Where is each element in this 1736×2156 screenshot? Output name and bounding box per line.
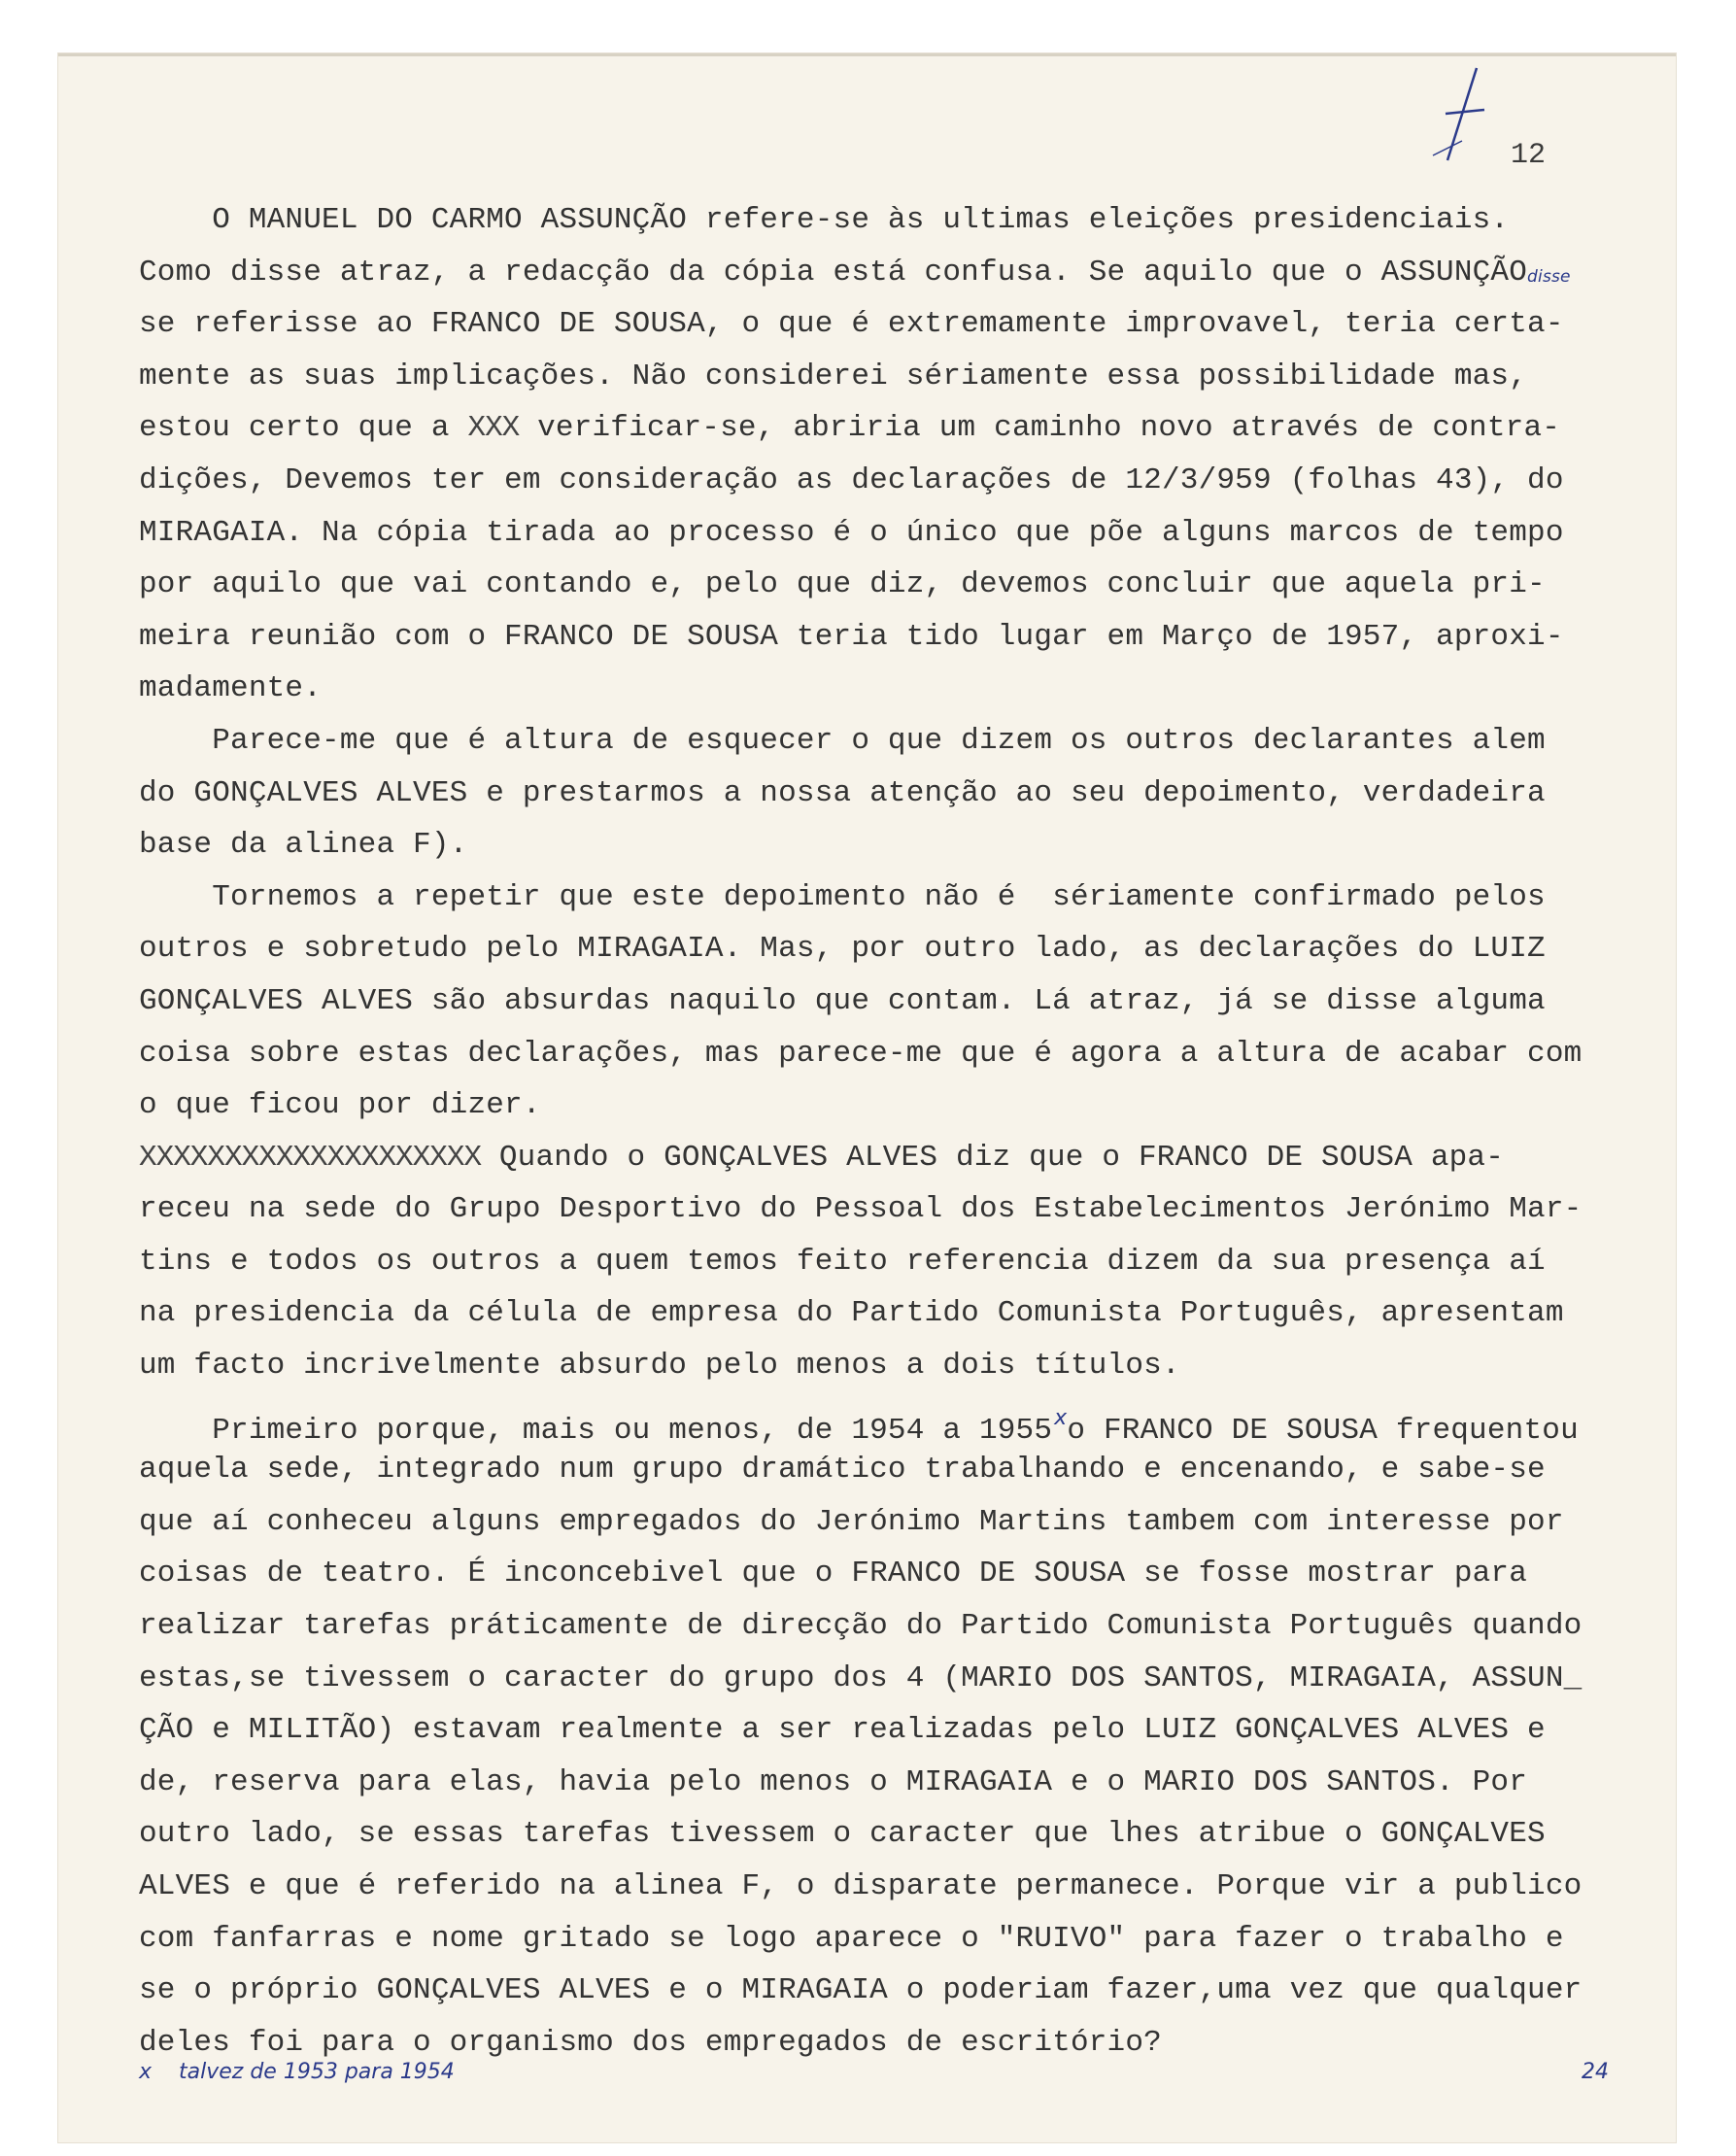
footnote-marker: x [139,2060,153,2084]
text-line: mente as suas implicações. Não considerei sériamente essa possibilidade mas, [139,359,1528,394]
text-line: que aí conheceu alguns empregados do Jerónimo Martins tambem com interesse por [139,1504,1564,1539]
text-line: se referisse ao FRANCO DE SOUSA, o que é extremamente improvavel, teria certa- [139,307,1564,342]
text-line: ÇÃO e MILITÃO) estavam realmente a ser realizadas pelo LUIZ GONÇALVES ALVES e [139,1713,1546,1748]
text-line: tins e todos os outros a quem temos feito referencia dizem da sua presença aí [139,1244,1546,1279]
text-line: GONÇALVES ALVES são absurdas naquilo que contam. Lá atraz, já se disse alguma [139,983,1546,1018]
text-line-content: Primeiro porque, mais ou menos, de 1954 a 1955 [139,1413,1053,1448]
page-top-edge [58,53,1676,56]
text-line: ALVES e que é referido na alinea F, o disparate permanece. Porque vir a publico [139,1869,1583,1903]
text-line: receu na sede do Grupo Desportivo do Pessoal dos Estabelecimentos Jerónimo Mar- [139,1192,1583,1227]
text-line: dições, Devemos ter em consideração as declarações de 12/3/959 (folhas 43), do [139,462,1564,497]
text-line-content: Como disse atraz, a redacção da cópia está confusa. Se aquilo que o ASSUNÇÃO [139,255,1528,290]
typed-strikeout: XXX [467,411,520,446]
handwritten-footnote-marker: x [1054,1405,1068,1430]
text-line: por aquilo que vai contando e, pelo que diz, devemos concluir que aquela pri- [139,567,1546,602]
text-line: meira reunião com o FRANCO DE SOUSA teria tido lugar em Março de 1957, aproxi- [139,619,1564,654]
text-line: um facto incrivelmente absurdo pelo menos a dois títulos. [139,1349,1180,1384]
handwritten-footnote [139,2060,455,2084]
text-line: na presidencia da célula de empresa do Partido Comunista Português, apresentam [139,1296,1564,1331]
text-line [139,1392,1654,1448]
text-line: do GONÇALVES ALVES e prestarmos a nossa atenção ao seu depoimento, verdadeira [139,775,1546,810]
text-line: com fanfarras e nome gritado se logo aparece o "RUIVO" para fazer o trabalho e [139,1921,1564,1956]
text-line: coisas de teatro. É inconcebivel que o FRANCO DE SOUSA se fosse mostrar para [139,1557,1528,1591]
text-line: base da alinea F). [139,828,468,863]
text-line [139,402,1654,455]
text-line: Tornemos a repetir que este depoimento não é sériamente confirmado pelos [139,879,1546,914]
text-line: se o próprio GONÇALVES ALVES e o MIRAGAIA o poderiam fazer,uma vez que qualquer [139,1973,1583,2008]
text-line-content: estou certo que a [139,411,468,446]
text-line [139,1132,1654,1184]
text-line: madamente. [139,671,323,706]
text-line: outro lado, se essas tarefas tivessem o caracter que lhes atribue o GONÇALVES [139,1817,1546,1852]
footnote-text: talvez de 1953 para 1954 [179,2060,455,2084]
text-line-content: Quando o GONÇALVES ALVES diz que o FRANCO DE SOUSA apa- [481,1140,1505,1175]
typed-body [139,194,1654,2069]
text-line: realizar tarefas práticamente de direcção do Partido Comunista Português quando [139,1609,1583,1644]
text-line [139,247,1654,299]
text-line: deles foi para o organismo dos empregados de escritório? [139,2025,1162,2060]
text-line-content: verificar-se, abriria um caminho novo através de contra- [519,411,1561,446]
text-line: estas,se tivessem o caracter do grupo dos 4 (MARIO DOS SANTOS, MIRAGAIA, ASSUN_ [139,1660,1583,1695]
text-line: aquela sede, integrado num grupo dramático trabalhando e encenando, e sabe-se [139,1453,1546,1488]
text-line: de, reserva para elas, havia pelo menos o MIRAGAIA e o MARIO DOS SANTOS. Por [139,1764,1528,1799]
page-number: 12 [1511,139,1547,172]
text-line: coisa sobre estas declarações, mas parece-me que é agora a altura de acabar com [139,1036,1583,1071]
handwritten-insertion: disse [1527,266,1571,287]
text-line: o que ficou por dizer. [139,1088,541,1123]
text-line: O MANUEL DO CARMO ASSUNÇÃO refere-se às ultimas eleições presidenciais. [139,203,1510,237]
text-line: outros e sobretudo pelo MIRAGAIA. Mas, por outro lado, as declarações do LUIZ [139,932,1546,967]
text-line: Parece-me que é altura de esquecer o que dizem os outros declarantes alem [139,723,1546,758]
handwritten-corner-mark [1428,63,1515,170]
typed-strikeout: XXXXXXXXXXXXXXXXXXXX [139,1140,482,1175]
text-line-content: o FRANCO DE SOUSA frequentou [1067,1413,1579,1448]
handwritten-sheet-number: 24 [1582,2060,1609,2084]
text-line: MIRAGAIA. Na cópia tirada ao processo é o único que põe alguns marcos de tempo [139,515,1564,550]
